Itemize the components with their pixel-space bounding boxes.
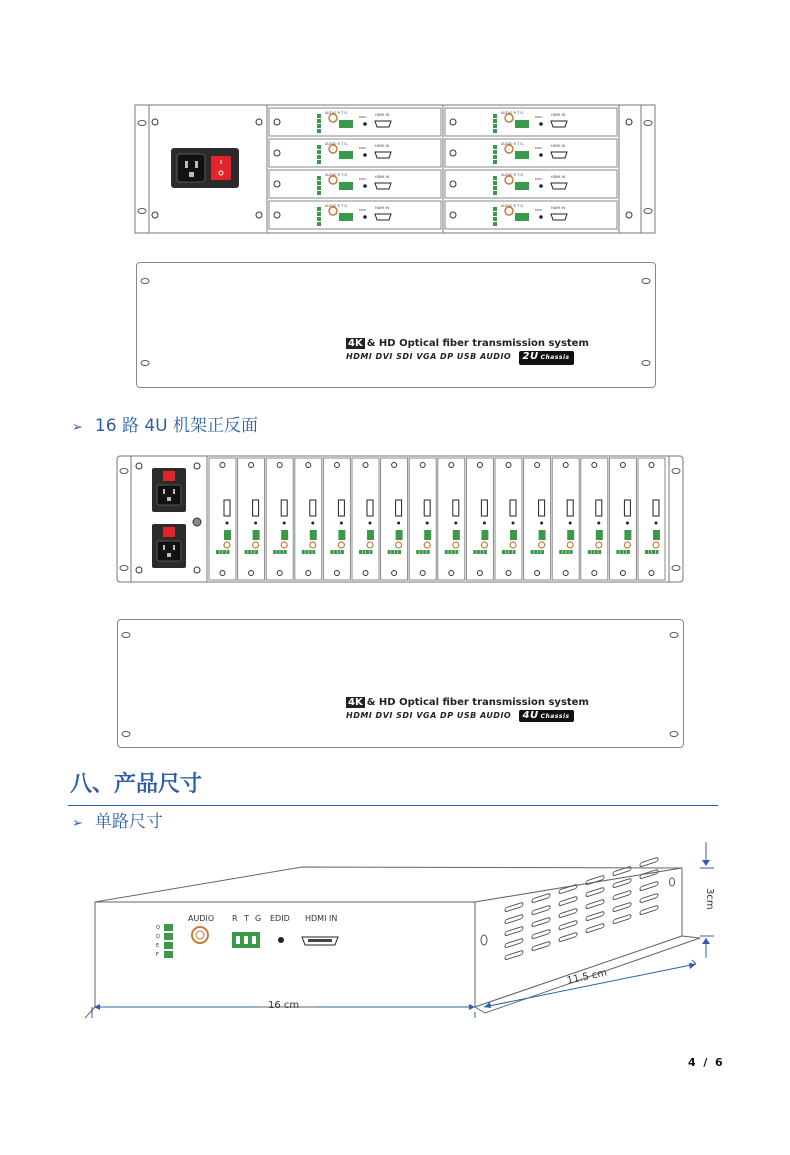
chassis-2u-rear: [136, 262, 656, 388]
card-4u: [638, 458, 665, 580]
card-4u: [524, 458, 551, 580]
dimension-depth-label: 11.5 cm: [566, 967, 609, 987]
card-4u: [266, 458, 293, 580]
section-single-unit-heading: ➢ 单路尺寸: [72, 812, 163, 832]
svg-text:HDMI IN: HDMI IN: [551, 175, 566, 179]
svg-text:EDID: EDID: [359, 177, 367, 181]
svg-text:HDMI IN: HDMI IN: [375, 175, 390, 179]
badge-4k: 4K: [348, 697, 363, 708]
card-4u: [438, 458, 465, 580]
card-2u: [445, 201, 617, 229]
card-2u: [445, 139, 617, 167]
system-title: & HD Optical fiber transmission system: [366, 338, 589, 349]
label-hdmi-in: HDMI IN: [305, 914, 338, 923]
svg-text:AUDIO R T G: AUDIO R T G: [325, 142, 348, 146]
brand-label-4u: [346, 697, 646, 722]
card-4u: [209, 458, 236, 580]
svg-text:EDID: EDID: [535, 208, 543, 212]
badge-4k: 4K: [348, 338, 363, 349]
card-4u: [295, 458, 322, 580]
card-2u: [269, 170, 441, 198]
card-4u: [323, 458, 350, 580]
svg-text:AUDIO R T G: AUDIO R T G: [501, 204, 524, 208]
svg-text:AUDIO R T G: AUDIO R T G: [325, 173, 348, 177]
svg-text:HDMI IN: HDMI IN: [551, 144, 566, 148]
chassis-4u-front: [117, 456, 683, 582]
svg-text:EDID: EDID: [359, 146, 367, 150]
svg-text:AUDIO R T G: AUDIO R T G: [325, 111, 348, 115]
section-dimensions-heading: 八、产品尺寸: [70, 772, 203, 797]
svg-text:EDID: EDID: [535, 146, 543, 150]
card-4u: [495, 458, 522, 580]
svg-text:HDMI IN: HDMI IN: [375, 144, 390, 148]
chassis-2u-front: [135, 105, 655, 233]
chassis-badge: 2U Chassis: [519, 351, 574, 365]
svg-text:AUDIO R T G: AUDIO R T G: [501, 142, 524, 146]
card-4u: [581, 458, 608, 580]
single-unit-drawing: [80, 840, 730, 1030]
tally-leds: Q Q E F: [156, 925, 160, 958]
card-4u: [552, 458, 579, 580]
svg-text:AUDIO R T G: AUDIO R T G: [501, 173, 524, 177]
svg-text:HDMI IN: HDMI IN: [551, 113, 566, 117]
arrow-bullet-icon: ➢: [72, 420, 83, 435]
label-g: G: [255, 914, 262, 923]
card-4u: [352, 458, 379, 580]
system-title: & HD Optical fiber transmission system: [366, 697, 589, 708]
card-2u: [445, 170, 617, 198]
svg-text:AUDIO R T G: AUDIO R T G: [325, 204, 348, 208]
svg-text:EDID: EDID: [535, 177, 543, 181]
svg-text:HDMI IN: HDMI IN: [375, 113, 390, 117]
svg-text:AUDIO R T G: AUDIO R T G: [501, 111, 524, 115]
arrow-bullet-icon: ➢: [72, 816, 83, 831]
label-audio: AUDIO: [188, 914, 215, 923]
heading-rule: [68, 805, 718, 806]
chassis-badge: 4U Chassis: [519, 710, 574, 722]
interface-list: HDMI DVI SDI VGA DP USB AUDIO: [346, 352, 512, 361]
label-t: T: [244, 914, 249, 923]
svg-text:EDID: EDID: [535, 115, 543, 119]
svg-text:EDID: EDID: [359, 208, 367, 212]
card-2u: [269, 108, 441, 136]
card-2u: [445, 108, 617, 136]
brand-label-2u: [346, 338, 616, 365]
label-edid: EDID: [270, 914, 290, 923]
section-16ch-4u-heading: ➢ 16 路 4U 机架正反面: [72, 416, 259, 436]
page-number: 4 / 6: [688, 1056, 723, 1069]
svg-text:HDMI IN: HDMI IN: [551, 206, 566, 210]
card-2u: [269, 201, 441, 229]
dimension-width-label: 16 cm: [268, 1000, 300, 1011]
chassis-4u-rear: [117, 619, 684, 748]
card-4u: [609, 458, 636, 580]
card-4u: [409, 458, 436, 580]
card-4u: [381, 458, 408, 580]
label-r: R: [232, 914, 238, 923]
card-2u: [269, 139, 441, 167]
dimension-height-label: 3cm: [704, 888, 715, 910]
card-4u: [238, 458, 265, 580]
interface-list: HDMI DVI SDI VGA DP USB AUDIO: [346, 711, 512, 720]
card-4u: [466, 458, 493, 580]
svg-text:EDID: EDID: [359, 115, 367, 119]
svg-text:HDMI IN: HDMI IN: [375, 206, 390, 210]
